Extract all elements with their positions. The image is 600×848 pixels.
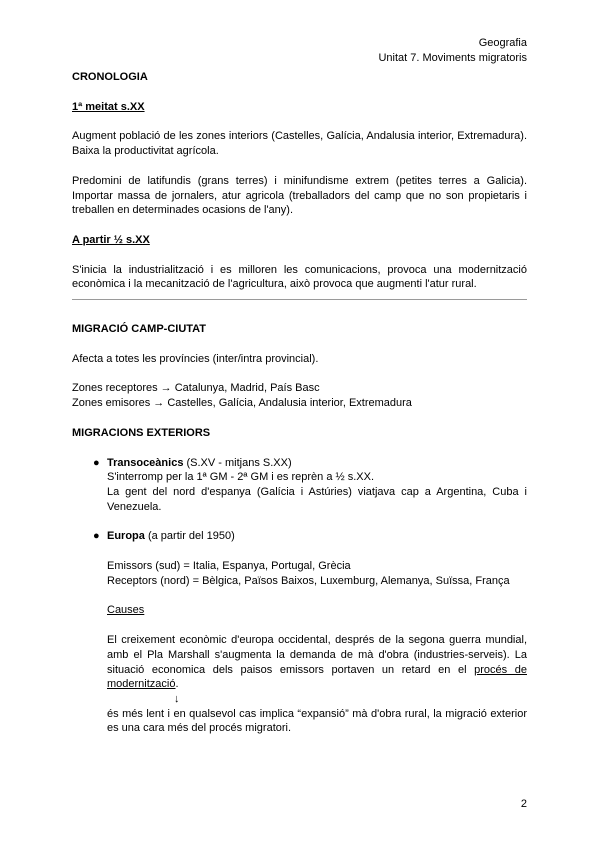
causes-text: El creixement econòmic d'europa occidental, després de la segona guerra mundial, amb el Pla Marshall s'augmenta la demanda de mà d'obra (industries-serveis). La situació economica dels paisos emissors portaven un retard en el [107,634,527,676]
conclusion-paragraph: és més lent i en qualsevol cas implica “expansió” mà d'obra rural, la migració exterior es una cara més del procés migratori. [107,707,527,735]
receptor-zones: Zones receptores → Catalunya, Madrid, País Basc [72,382,320,395]
transoceanics-period: (S.XV - mitjans S.XX) [183,456,292,469]
bullet-icon: ● [93,530,100,543]
page-number: 2 [520,798,527,810]
transoceanics-line-2: S'interromp per la 1ª GM - 2ª GM i es reprèn a ½ s.XX. [107,471,375,484]
exteriors-title: MIGRACIONS EXTERIORS [72,426,211,439]
emisor-zones: Zones emisores → Castelles, Galícia, Andalusia interior, Extremadura [72,397,412,410]
first-half-paragraph-2: Predomini de latifundis (grans terres) i minifundisme extrem (petites terres a Galicia). Importar massa de jornalers, atur agricola (treballadors del camp que no son propietaris i treballen en determinades ocasions de l'any). [72,174,527,217]
second-half-paragraph-1: S'inicia la industrialització i es milloren les comunicacions, provoca una modernització econòmica i la mecanització de l'agricultura, això provoca que augmenti l'atur rural. [72,263,527,291]
transoceanics-name: Transoceànics [107,456,184,469]
europa-emissors: Emissors (sud) = Italia, Espanya, Portugal, Grècia [107,560,351,573]
first-half-paragraph-1: Augment població de les zones interiors (Castelles, Galícia, Andalusia interior, Extremadura). Baixa la productivitat agrícola. [72,130,527,158]
cronologia-title: CRONOLOGIA [72,71,148,83]
transoceanics-line-3: La gent del nord d'espanya (Galícia i Astúries) viatjava cap a Argentina, Cuba i Venezuela. [107,485,527,513]
section-divider [72,299,527,300]
bullet-icon: ● [93,456,100,469]
causes-heading: Causes [107,604,145,617]
page-header [378,36,527,65]
down-arrow-icon: ↓ [174,692,180,705]
first-half-heading: 1ª meitat s.XX [72,100,145,113]
europa-name: Europa [107,530,145,543]
camp-ciutat-paragraph: Afecta a totes les províncies (inter/intra provincial). [72,352,319,365]
camp-ciutat-title: MIGRACIÓ CAMP-CIUTAT [72,323,207,336]
causes-period: . [175,678,179,691]
list-item-transoceanics [93,456,527,515]
header-subject: Geografia [478,37,527,49]
header-unit: Unitat 7. Moviments migratoris [378,51,527,64]
document-body [72,70,527,736]
list-item-europa [93,529,527,736]
second-half-heading: A partir ½ s.XX [72,233,150,246]
europa-period: (a partir del 1950) [144,530,235,543]
modernization-process-link: procés de modernització [107,663,527,691]
europa-receptors: Receptors (nord) = Bèlgica, Països Baixos, Luxemburg, Alemanya, Suïssa, França [107,574,510,587]
causes-paragraph [107,633,527,692]
